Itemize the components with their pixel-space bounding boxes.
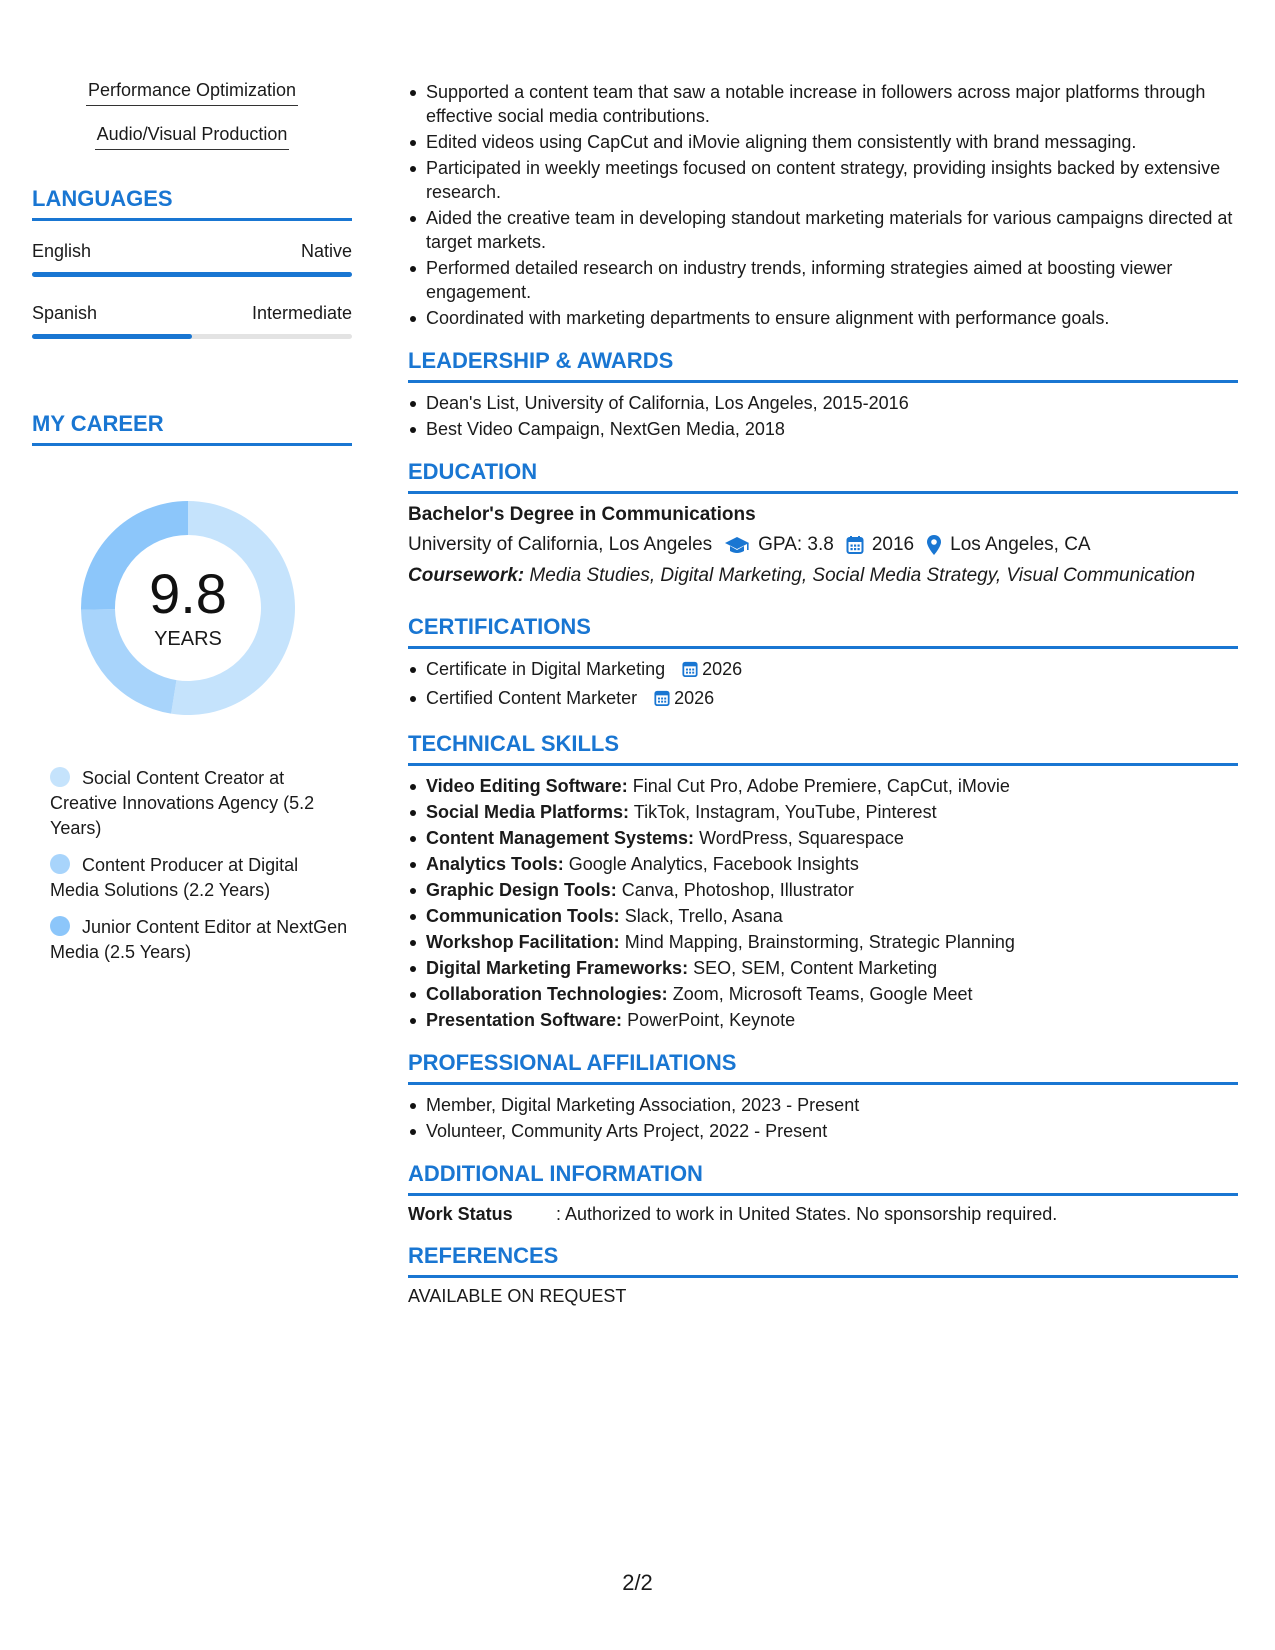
experience-bullet: Aided the creative team in developing standout marketing materials for various campaigns directed at target markets. [408, 206, 1238, 254]
certification-year: 2026 [674, 688, 715, 708]
page-number: 2/2 [622, 1570, 653, 1595]
career-legend-item: Content Producer at Digital Media Solutions (2.2 Years) [50, 855, 299, 900]
career-years-unit: YEARS [154, 627, 222, 650]
languages-heading: LANGUAGES [32, 186, 352, 221]
work-status-value: : Authorized to work in United States. No sponsorship required. [556, 1204, 1058, 1224]
technical-skill-item: Communication Tools: Slack, Trello, Asana [408, 904, 1238, 928]
experience-bullet: Coordinated with marketing departments to ensure alignment with performance goals. [408, 306, 1238, 330]
technical-skills-heading: TECHNICAL SKILLS [408, 731, 1238, 766]
technical-skill-item: Social Media Platforms: TikTok, Instagram, YouTube, Pinterest [408, 800, 1238, 824]
technical-skill-item: Workshop Facilitation: Mind Mapping, Brainstorming, Strategic Planning [408, 930, 1238, 954]
degree-title: Bachelor's Degree in Communications [408, 504, 756, 525]
education-heading: EDUCATION [408, 459, 1238, 494]
affiliation-item: Volunteer, Community Arts Project, 2022 - Present [408, 1119, 1238, 1143]
leadership-heading: LEADERSHIP & AWARDS [408, 348, 1238, 383]
location-pin-icon [926, 534, 942, 556]
technical-skill-item: Digital Marketing Frameworks: SEO, SEM, Content Marketing [408, 956, 1238, 980]
work-status-row [408, 1204, 1238, 1225]
certification-year: 2026 [702, 659, 743, 679]
technical-skill-item: Video Editing Software: Final Cut Pro, Adobe Premiere, CapCut, iMovie [408, 774, 1238, 798]
career-legend [32, 766, 352, 965]
right-column [408, 80, 1238, 1307]
certifications-list [408, 657, 1238, 713]
affiliations-heading: PROFESSIONAL AFFILIATIONS [408, 1050, 1238, 1085]
school-name: University of California, Los Angeles [408, 534, 713, 555]
language-item [32, 303, 352, 339]
experience-bullets [408, 80, 1238, 330]
calendar-icon [846, 535, 864, 555]
career-donut-chart [68, 488, 308, 728]
technical-skill-item: Graphic Design Tools: Canva, Photoshop, Illustrator [408, 878, 1238, 902]
proficiency-bar-fill [32, 334, 192, 339]
legend-dot [50, 767, 70, 787]
references-heading: REFERENCES [408, 1243, 1238, 1278]
language-level: Native [300, 241, 352, 261]
experience-bullet: Participated in weekly meetings focused on content strategy, providing insights backed by extensive research. [408, 156, 1238, 204]
certifications-heading: CERTIFICATIONS [408, 614, 1238, 649]
certification-item: Certificate in Digital Marketing 2026 [408, 657, 1238, 684]
technical-skills-list [408, 774, 1238, 1032]
affiliations-list [408, 1093, 1238, 1143]
proficiency-bar [32, 334, 352, 339]
calendar-icon [682, 660, 698, 684]
skill-tag: Performance Optimization [32, 80, 352, 106]
work-status-label: Work Status [408, 1204, 513, 1224]
legend-dot [50, 916, 70, 936]
graduation-cap-icon [724, 535, 750, 555]
career-legend-item: Junior Content Editor at NextGen Media (2.5 Years) [50, 917, 348, 962]
career-heading: MY CAREER [32, 411, 352, 446]
certification-item: Certified Content Marketer 2026 [408, 686, 1238, 713]
leadership-item: Dean's List, University of California, Los Angeles, 2015-2016 [408, 391, 1238, 415]
legend-dot [50, 854, 70, 874]
leadership-list [408, 391, 1238, 441]
left-column [32, 80, 352, 977]
experience-bullet: Performed detailed research on industry trends, informing strategies aimed at boosting viewer engagement. [408, 256, 1238, 304]
calendar-icon [654, 689, 670, 713]
language-name: Spanish [32, 303, 98, 323]
language-item [32, 241, 352, 277]
experience-bullet: Supported a content team that saw a notable increase in followers across major platforms through effective social media contributions. [408, 80, 1238, 128]
coursework: Coursework: Media Studies, Digital Marketing, Social Media Strategy, Visual Communication [408, 565, 1196, 586]
experience-bullet: Edited videos using CapCut and iMovie aligning them consistently with brand messaging. [408, 130, 1238, 154]
proficiency-bar [32, 272, 352, 277]
technical-skill-item: Collaboration Technologies: Zoom, Microsoft Teams, Google Meet [408, 982, 1238, 1006]
language-level: Intermediate [251, 303, 352, 323]
education-meta [408, 534, 1238, 556]
graduation-year: 2016 [871, 534, 915, 555]
technical-skill-item: Content Management Systems: WordPress, Squarespace [408, 826, 1238, 850]
career-legend-item: Social Content Creator at Creative Innovations Agency (5.2 Years) [50, 768, 315, 838]
language-name: English [32, 241, 92, 261]
technical-skill-item: Analytics Tools: Google Analytics, Facebook Insights [408, 852, 1238, 876]
skill-tag: Audio/Visual Production [32, 124, 352, 150]
career-total-years: 9.8 [149, 561, 227, 625]
leadership-item: Best Video Campaign, NextGen Media, 2018 [408, 417, 1238, 441]
affiliation-item: Member, Digital Marketing Association, 2023 - Present [408, 1093, 1238, 1117]
school-location: Los Angeles, CA [950, 534, 1091, 555]
additional-info-heading: ADDITIONAL INFORMATION [408, 1161, 1238, 1196]
proficiency-bar-fill [32, 272, 352, 277]
gpa: GPA: 3.8 [758, 534, 834, 555]
references-text: AVAILABLE ON REQUEST [408, 1286, 627, 1306]
technical-skill-item: Presentation Software: PowerPoint, Keynote [408, 1008, 1238, 1032]
